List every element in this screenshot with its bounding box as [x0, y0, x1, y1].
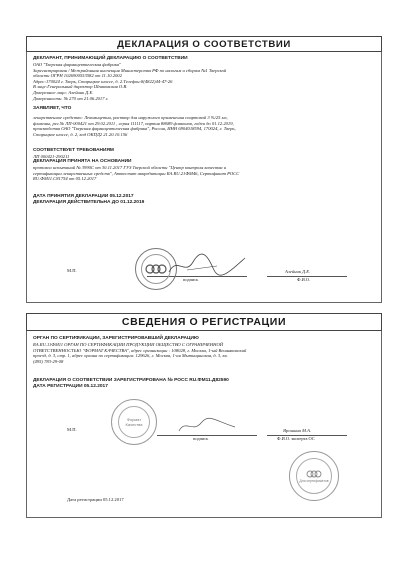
org-line: (495) 783-29-08 [33, 358, 64, 364]
claims-line: Старицкое шоссе, д. 2, код ОКПД2 21.20.10.156 [33, 131, 128, 137]
claims-line: флаконы, рег.№ ЛП-000421 от 29.02.2011 , серия 111117, партия 88689 флаконов, годен до 01.12.2019, [33, 120, 234, 126]
basis-title: ДЕКЛАРАЦИЯ ПРИНЯТА НА ОСНОВАНИИ [33, 159, 132, 165]
declaration-title: ДЕКЛАРАЦИЯ О СООТВЕТСТВИИ [117, 38, 291, 50]
reg-fio-label: Ф.И.О. эксперта ОС [277, 436, 315, 441]
org-line: RA.RU.11ФМ11 ОРГАН ПО СЕРТИФИКАЦИИ ПРОДУКЦИИ ОБЩЕСТВО С ОГРАНИЧЕННОЙ [33, 342, 224, 347]
declaration-body [26, 52, 382, 303]
reg-signature-scribble [177, 417, 237, 435]
registration-number: ДЕКЛАРАЦИЯ О СООТВЕТСТВИИ ЗАРЕГИСТРИРОВАНА № РОСС RU.ФМ11.Д82590 [33, 378, 229, 384]
org-line: ОТВЕТСТВЕННОСТЬЮ "ФОРМАТ КАЧЕСТВА", адрес организации : 108028, г. Москва, 1-ый Вешняковский [33, 347, 247, 353]
declarant-line: области ОГРН 1026900553582 от 11.10.2002 [33, 73, 122, 79]
copy-stamp-text: Для сертификатов [299, 479, 329, 483]
seal-emblem-icon [145, 261, 167, 277]
reg-signature-label: подпись [193, 436, 209, 441]
format-quality-seal [111, 399, 157, 445]
copy-stamp [289, 451, 339, 501]
declaration-header [26, 36, 382, 52]
stamp-mp: М.П. [67, 268, 77, 273]
reg-stamp-mp: М.П. [67, 427, 77, 432]
declarant-line: Адрес:170024 г. Тверь, Старицкое шоссе, д. 2.Телефон:8(4822)44-47-26 [33, 78, 173, 84]
registration-title: СВЕДЕНИЯ О РЕГИСТРАЦИИ [121, 316, 287, 328]
declarant-line: ОАО "Тверская фармацевтическая фабрика" [33, 62, 121, 67]
basis-line: RU.ФМ11.С81754 от 05.12.2017 [33, 176, 97, 182]
signature-name: Алейник Д.Е. [285, 269, 311, 274]
claims-line: лекарственное средство: Левомицетин, раствор для наружного применения спиртовой 3 %/25 мл, [33, 115, 228, 121]
reg-signature-name: Ярошина М.А. [283, 428, 312, 433]
registration-header [26, 313, 382, 331]
copy-stamp-emblem-icon [306, 469, 322, 479]
declarant-title: ДЕКЛАРАНТ, ПРИНИМАЮЩИЙ ДЕКЛАРАЦИЮ О СООТВЕТСТВИИ [33, 56, 188, 61]
basis-line: протокол испытаний № 3990С от 30.11.2017 ГУЗ Тверской области "Центр контроля качества и [33, 165, 227, 171]
declarant-line: В лице:Генеральный директор Шпаковская О.В. [33, 84, 128, 90]
basis-line: сертификации лекарственных средств", Аттестат аккредитации RA.RU.21ФМ46, Сертификат РОСС [33, 170, 240, 176]
org-title: ОРГАН ПО СЕРТИФИКАЦИИ, ЗАРЕГИСТРИРОВАВШИЙ ДЕКЛАРАЦИЮ [33, 336, 199, 341]
claims-line: производства ОАО "Тверская фармацевтическая фабрика", Россия, ИНН 6904018594, 170024, г. Тверь, [33, 126, 236, 132]
signature-label: подпись [183, 277, 199, 282]
requirements-title: СООТВЕТСТВУЕТ ТРЕБОВАНИЯМ [33, 147, 114, 153]
org-line: проезд, д. 3, стр. 1, адрес органа по сертификации: 129626, г. Москва, 1-ая Мытищинская, д. 3, кв. [33, 353, 228, 359]
acceptance-date: ДАТА ПРИНЯТИЯ ДЕКЛАРАЦИИ 05.12.2017 [33, 193, 134, 199]
registration-date: ДАТА РЕГИСТРАЦИИ 05.12.2017 [33, 384, 108, 390]
valid-until: ДЕКЛАРАЦИЯ ДЕЙСТВИТЕЛЬНА ДО 01.12.2019 [33, 199, 145, 205]
requirements-value: ЛП 000421-290211 [33, 153, 70, 159]
declarant-line: Зарегистрирован / Межрайонная инспекция Министерства РФ по налогам и сборам №1 Тверской [33, 67, 227, 73]
declarant-line: Доверенное лицо: Алейник Д.Е. [33, 89, 94, 95]
declarant-line: Доверенность: № 270 от 21.06.2017 г. [33, 95, 109, 101]
signature-scribble [167, 252, 247, 278]
registration-body [26, 331, 382, 518]
declaration-document [26, 36, 382, 536]
claims-title: ЗАЯВЛЯЕТ, ЧТО [33, 106, 72, 112]
format-seal-caption: Формат Качества [125, 417, 143, 427]
fio-label: Ф.И.О. [297, 277, 311, 282]
footer-registration-date: Дата регистрации 05.12.2017 [67, 497, 124, 502]
